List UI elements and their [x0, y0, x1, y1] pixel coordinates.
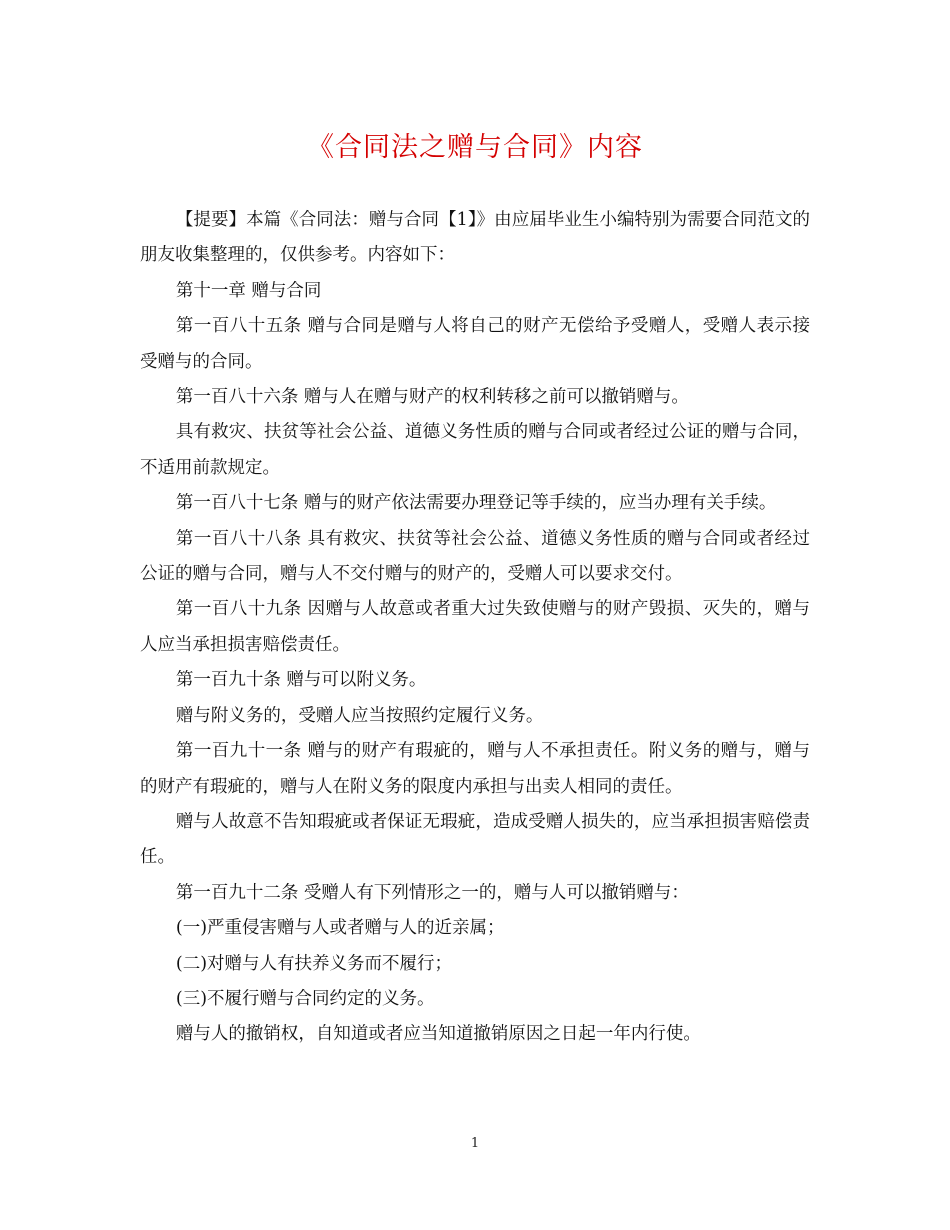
- article-paragraph: 第一百九十二条 受赠人有下列情形之一的，赠与人可以撤销赠与：: [175, 882, 689, 903]
- article-paragraph: 第一百九十一条 赠与的财产有瑕疵的，赠与人不承担责任。附义务的赠与，赠与的财产有瑕疵的，赠与人在附义务的限度内承担与出卖人相同的责任。: [140, 741, 810, 797]
- article-paragraph: 第一百九十条 赠与可以附义务。: [175, 670, 427, 691]
- list-item: (一)严重侵害赠与人或者赠与人的近亲属；: [175, 918, 505, 939]
- document-title: 《合同法之赠与合同》内容: [307, 132, 643, 163]
- article-paragraph: 赠与人故意不告知瑕疵或者保证无瑕疵，造成受赠人损失的，应当承担损害赔偿责任。: [140, 811, 810, 868]
- list-item: (二)对赠与人有扶养义务而不履行；: [175, 953, 453, 974]
- article-paragraph: 第一百八十九条 因赠与人故意或者重大过失致使赠与的财产毁损、灭失的，赠与人应当承担损害赔偿责任。: [140, 599, 810, 655]
- chapter-heading: 第十一章 赠与合同: [175, 280, 322, 301]
- article-paragraph: 第一百八十五条 赠与合同是赠与人将自己的财产无偿给予受赠人，受赠人表示接受赠与的合同。: [140, 316, 810, 372]
- article-paragraph: 赠与附义务的，受赠人应当按照约定履行义务。: [175, 705, 544, 726]
- summary-paragraph: 【提要】本篇《合同法：赠与合同【1】》由应届毕业生小编特别为需要合同范文的朋友收集整理的，仅供参考。内容如下：: [140, 210, 810, 266]
- page-number: 1: [470, 1136, 480, 1151]
- article-paragraph: 第一百八十六条 赠与人在赠与财产的权利转移之前可以撤销赠与。: [175, 387, 689, 408]
- list-item: (三)不履行赠与合同约定的义务。: [175, 988, 435, 1009]
- article-paragraph: 第一百八十八条 具有救灾、扶贫等社会公益、道德义务性质的赠与合同或者经过公证的赠与合同，赠与人不交付赠与的财产的，受赠人可以要求交付。: [140, 528, 810, 585]
- article-paragraph: 赠与人的撤销权，自知道或者应当知道撤销原因之日起一年内行使。: [175, 1024, 701, 1045]
- article-paragraph: 第一百八十七条 赠与的财产依法需要办理登记等手续的，应当办理有关手续。: [175, 493, 777, 514]
- document-body: [140, 203, 810, 1053]
- article-paragraph: 具有救灾、扶贫等社会公益、道德义务性质的赠与合同或者经过公证的赠与合同，不适用前款规定。: [140, 422, 810, 478]
